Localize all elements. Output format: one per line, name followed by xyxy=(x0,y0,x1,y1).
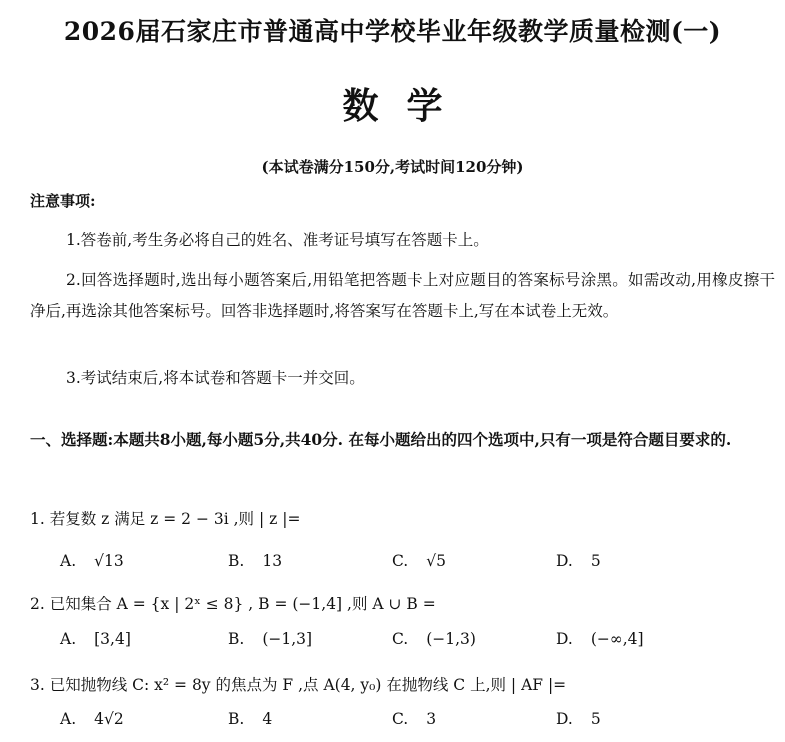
option xyxy=(392,710,436,728)
exam-note: (本试卷满分150分,考试时间120分钟) xyxy=(261,158,524,176)
option-text: (−∞,4] xyxy=(590,630,644,648)
option-text: 13 xyxy=(262,552,283,570)
option xyxy=(60,552,124,570)
option-text: 5 xyxy=(590,710,601,728)
option xyxy=(228,710,272,728)
option-text: (−1,3] xyxy=(262,630,313,648)
option xyxy=(60,710,124,728)
option xyxy=(556,630,644,648)
option xyxy=(228,630,312,648)
option-label: A. xyxy=(60,552,77,570)
option-label: D. xyxy=(556,630,573,648)
instruction-item: 3.考试结束后,将本试卷和答题卡一并交回。 xyxy=(66,369,365,387)
option-text: (−1,3) xyxy=(426,630,476,648)
instructions-heading: 注意事项: xyxy=(30,192,96,210)
option-label: A. xyxy=(60,630,77,648)
exam-subject: 数学 xyxy=(342,85,471,127)
option-label: D. xyxy=(556,710,573,728)
option xyxy=(60,630,131,648)
option-label: A. xyxy=(60,710,77,728)
option-label: D. xyxy=(556,552,573,570)
option xyxy=(228,552,282,570)
option-label: B. xyxy=(228,630,245,648)
option xyxy=(392,630,476,648)
option-text: √5 xyxy=(426,552,446,570)
option-label: C. xyxy=(392,710,409,728)
option-label: C. xyxy=(392,630,409,648)
instruction-item: 2.回答选择题时,选出每小题答案后,用铅笔把答题卡上对应题目的答案标号涂黑。如需改动,用橡皮擦干净后,再选涂其他答案标号。回答非选择题时,将答案写在答题卡上,写在本试卷上无效。 xyxy=(30,271,775,320)
option xyxy=(556,710,601,728)
question-stem: 2. 已知集合 A = {x | 2ˣ ≤ 8} , B = (−1,4] ,则 A ∪ B = xyxy=(30,595,436,613)
question-stem: 1. 若复数 z 满足 z = 2 − 3i ,则 | z |= xyxy=(30,510,301,528)
option-text: 4√2 xyxy=(94,710,124,728)
option-label: C. xyxy=(392,552,409,570)
question-stem: 3. 已知抛物线 C: x² = 8y 的焦点为 F ,点 A(4, y₀) 在抛物线 C 上,则 | AF |= xyxy=(30,676,567,694)
exam-title: 2026届石家庄市普通高中学校毕业年级教学质量检测(一) xyxy=(63,17,722,46)
option-label: B. xyxy=(228,710,245,728)
option-label: B. xyxy=(228,552,245,570)
section-title: 一、选择题:本题共8小题,每小题5分,共40分. 在每小题给出的四个选项中,只有一项是符合题目要求的. xyxy=(30,430,732,449)
option xyxy=(392,552,446,570)
option-text: √13 xyxy=(94,552,124,570)
option xyxy=(556,552,601,570)
option-text: [3,4] xyxy=(94,630,131,648)
option-text: 3 xyxy=(426,710,437,728)
option-text: 4 xyxy=(262,710,273,728)
instruction-item: 1.答卷前,考生务必将自己的姓名、准考证号填写在答题卡上。 xyxy=(66,231,489,249)
option-text: 5 xyxy=(590,552,601,570)
